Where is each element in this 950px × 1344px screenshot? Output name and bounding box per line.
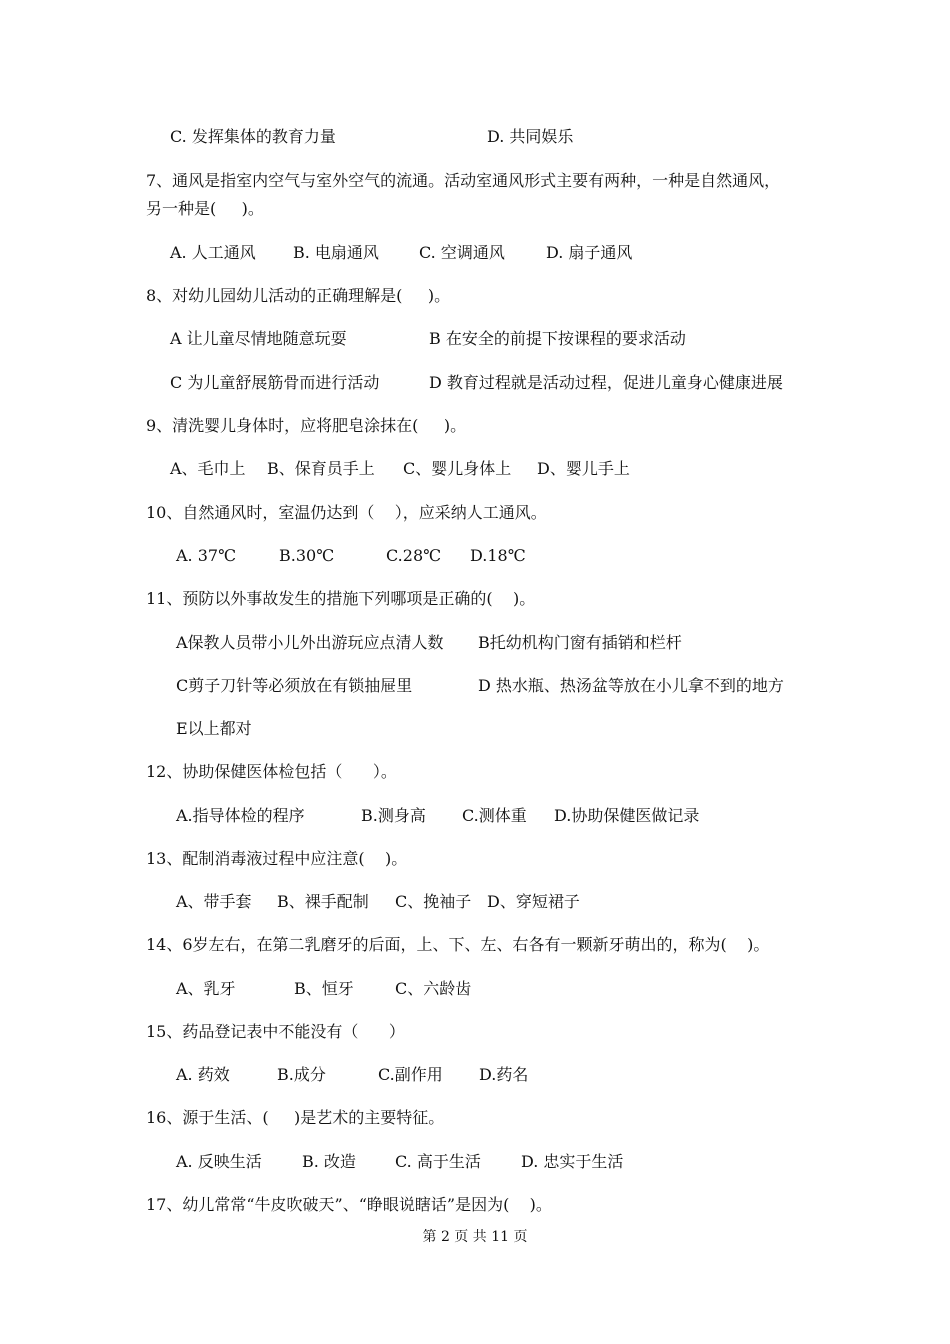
q13-option-b: B、裸手配制 (277, 892, 369, 911)
q12-option-b: B.测身高 (361, 806, 426, 825)
q12-option-a: A.指导体检的程序 (176, 806, 305, 825)
q10-option-c: C.28℃ (386, 546, 442, 565)
q8-question: 8、对幼儿园幼儿活动的正确理解是( )。 (146, 286, 451, 305)
q17-question: 17、幼儿常常“牛皮吹破天”、“睁眼说瞎话”是因为( )。 (146, 1195, 552, 1214)
q15-option-d: D.药名 (479, 1065, 529, 1084)
q10-option-a: A. 37℃ (176, 546, 236, 565)
q11-option-d: D 热水瓶、热汤盆等放在小儿拿不到的地方 (478, 676, 784, 695)
q9-option-a: A、毛巾上 (170, 459, 246, 478)
q16-option-b: B. 改造 (302, 1152, 356, 1171)
page-number-footer: 第 2 页 共 11 页 (422, 1229, 528, 1245)
q16-question: 16、源于生活、( )是艺术的主要特征。 (146, 1108, 445, 1127)
q9-question: 9、清洗婴儿身体时，应将肥皂涂抹在( )。 (146, 416, 467, 435)
q7-question-line2: 另一种是( )。 (146, 199, 264, 218)
q12-option-c: C.测体重 (462, 806, 527, 825)
q15-question: 15、药品登记表中不能没有（ ） (146, 1022, 405, 1041)
q11-question: 11、预防以外事故发生的措施下列哪项是正确的( )。 (146, 589, 536, 608)
q14-option-b: B、恒牙 (294, 979, 354, 998)
q13-option-a: A、带手套 (176, 892, 252, 911)
q8-option-d: D 教育过程就是活动过程，促进儿童身心健康进展 (429, 373, 783, 392)
q11-option-c: C剪子刀针等必须放在有锁抽屉里 (176, 676, 413, 695)
q12-option-d: D.协助保健医做记录 (554, 806, 700, 825)
q9-option-b: B、保育员手上 (267, 459, 375, 478)
q11-option-b: B托幼机构门窗有插销和栏杆 (478, 633, 682, 652)
q14-question: 14、6岁左右，在第二乳磨牙的后面，上、下、左、右各有一颗新牙萌出的，称为( )。 (146, 935, 770, 954)
q10-option-d: D.18℃ (470, 546, 526, 565)
q8-option-b: B 在安全的前提下按课程的要求活动 (429, 329, 686, 348)
q14-option-a: A、乳牙 (176, 979, 236, 998)
q14-option-c: C、六龄齿 (395, 979, 472, 998)
q6-option-d: D. 共同娱乐 (487, 127, 574, 146)
q12-question: 12、协助保健医体检包括（ ）。 (146, 762, 397, 781)
q11-option-a: A保教人员带小儿外出游玩应点清人数 (176, 633, 444, 652)
q16-option-d: D. 忠实于生活 (521, 1152, 624, 1171)
q7-option-b: B. 电扇通风 (293, 243, 379, 262)
q15-option-a: A. 药效 (176, 1065, 230, 1084)
q7-option-c: C. 空调通风 (419, 243, 505, 262)
q13-question: 13、配制消毒液过程中应注意( )。 (146, 849, 408, 868)
q9-option-c: C、婴儿身体上 (403, 459, 512, 478)
q8-option-c: C 为儿童舒展筋骨而进行活动 (170, 373, 380, 392)
q13-option-c: C、挽袖子 (395, 892, 472, 911)
q11-option-e: E以上都对 (176, 719, 252, 738)
q6-option-c: C. 发挥集体的教育力量 (170, 127, 336, 146)
q15-option-b: B.成分 (277, 1065, 326, 1084)
q10-question: 10、自然通风时，室温仍达到（ ），应采纳人工通风。 (146, 503, 547, 522)
q8-option-a: A 让儿童尽情地随意玩耍 (170, 329, 347, 348)
q9-option-d: D、婴儿手上 (537, 459, 630, 478)
q16-option-a: A. 反映生活 (176, 1152, 262, 1171)
q10-option-b: B.30℃ (279, 546, 335, 565)
q7-question-line1: 7、通风是指室内空气与室外空气的流通。活动室通风形式主要有两种，一种是自然通风， (146, 171, 781, 190)
q13-option-d: D、穿短裙子 (487, 892, 580, 911)
q15-option-c: C.副作用 (378, 1065, 443, 1084)
q7-option-a: A. 人工通风 (170, 243, 256, 262)
q7-option-d: D. 扇子通风 (546, 243, 633, 262)
q16-option-c: C. 高于生活 (395, 1152, 481, 1171)
